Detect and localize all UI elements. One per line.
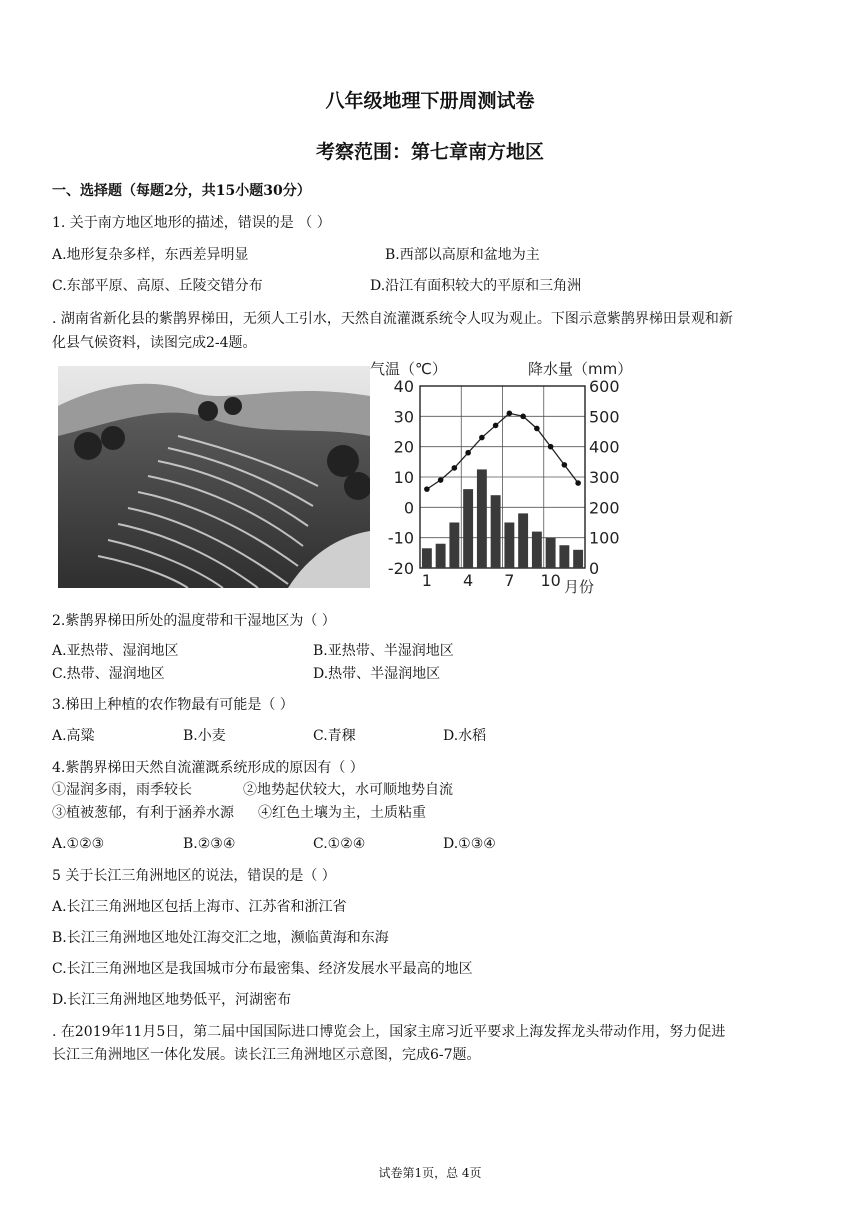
precipitation-bar — [436, 544, 446, 568]
terrace-photo — [58, 366, 370, 588]
x-axis-unit-label: 月份 — [564, 578, 595, 596]
temperature-point — [575, 480, 581, 486]
q3-option-c: C.青稞 — [313, 728, 356, 744]
precipitation-bar — [546, 538, 556, 568]
q1-option-c: C.东部平原、高原、丘陵交错分布 — [52, 278, 263, 294]
temperature-point — [465, 450, 471, 456]
q5-stem: 5 关于长江三角洲地区的说法，错误的是（ ） — [52, 868, 336, 884]
q3-stem: 3.梯田上种植的农作物最有可能是（ ） — [52, 697, 294, 713]
q3-option-b: B.小麦 — [183, 728, 226, 744]
temperature-point — [548, 444, 554, 450]
q4-statement-4: ④红色土壤为主，土质粘重 — [258, 805, 426, 821]
precipitation-bar — [559, 545, 569, 568]
month-tick-label: 4 — [463, 571, 474, 590]
q2-stem: 2.紫鹊界梯田所处的温度带和干湿地区为（ ） — [52, 613, 336, 629]
climate-chart — [360, 356, 670, 596]
month-tick-label: 1 — [421, 571, 432, 590]
temperature-tick-label: 20 — [393, 437, 414, 457]
q1-option-a: A.地形复杂多样，东西差异明显 — [52, 247, 249, 263]
temperature-tick-label: 30 — [393, 407, 414, 427]
temperature-tick-label: -20 — [387, 559, 414, 578]
q2-option-b: B.亚热带、半湿润地区 — [313, 643, 454, 659]
q4-option-c: C.①②④ — [313, 836, 366, 852]
precipitation-tick-label: 500 — [589, 407, 620, 427]
temperature-point — [493, 423, 499, 429]
page-subtitle: 考察范围：第七章南方地区 — [315, 141, 544, 163]
q4-statement-2: ②地势起伏较大，水可顺地势自流 — [243, 782, 453, 798]
intro2-text-line2: 长江三角洲地区一体化发展。读长江三角洲地区示意图，完成6-7题。 — [52, 1047, 481, 1063]
temperature-point — [562, 462, 568, 468]
precipitation-bar — [491, 495, 501, 568]
q1-stem: 1. 关于南方地区地形的描述，错误的是 （ ） — [52, 215, 331, 231]
precipitation-bar — [463, 489, 473, 568]
q4-option-b: B.②③④ — [183, 836, 236, 852]
page-title: 八年级地理下册周测试卷 — [325, 90, 535, 112]
q2-option-c: C.热带、湿润地区 — [52, 666, 165, 682]
q5-option-d: D.长江三角洲地区地势低平，河湖密布 — [52, 992, 292, 1008]
precipitation-tick-label: 300 — [589, 468, 620, 487]
precipitation-tick-label: 200 — [589, 498, 620, 518]
temperature-point — [479, 435, 485, 441]
month-tick-label: 7 — [504, 571, 515, 590]
temperature-point — [520, 414, 526, 420]
q5-option-c: C.长江三角洲地区是我国城市分布最密集、经济发展水平最高的地区 — [52, 961, 473, 977]
precipitation-tick-label: 0 — [589, 559, 600, 578]
q5-option-b: B.长江三角洲地区地处江海交汇之地，濒临黄海和东海 — [52, 930, 389, 946]
month-tick-label: 10 — [540, 571, 561, 590]
precipitation-bar — [518, 513, 528, 568]
temperature-point — [452, 465, 458, 471]
intro2-text-line1: . 在2019年11月5日，第二届中国国际进口博览会上，国家主席习近平要求上海发挥龙头带动作用，努力促进 — [52, 1024, 726, 1040]
q1-option-b: B.西部以高原和盆地为主 — [385, 247, 540, 263]
q4-option-a: A.①②③ — [52, 836, 105, 852]
temperature-tick-label: 40 — [393, 377, 414, 396]
precipitation-tick-label: 400 — [589, 437, 620, 457]
precipitation-bar — [573, 550, 583, 568]
precipitation-axis-label: 降水量（mm） — [528, 360, 633, 378]
precipitation-tick-label: 100 — [589, 528, 620, 548]
temperature-point — [507, 411, 513, 417]
precipitation-bar — [422, 548, 432, 568]
intro-text-line2: 化县气候资料，读图完成2-4题。 — [52, 335, 257, 351]
q2-option-a: A.亚热带、湿润地区 — [52, 643, 179, 659]
q5-option-a: A.长江三角洲地区包括上海市、江苏省和浙江省 — [52, 899, 347, 915]
q4-statement-3: ③植被葱郁，有利于涵养水源 — [52, 805, 234, 821]
q3-option-a: A.高粱 — [52, 728, 95, 744]
q4-stem: 4.紫鹊界梯田天然自流灌溉系统形成的原因有（ ） — [52, 760, 364, 776]
temperature-point — [438, 477, 444, 483]
page-footer: 试卷第1页，总 4页 — [378, 1166, 482, 1180]
temperature-axis-label: 气温（℃） — [370, 360, 447, 378]
q4-statement-1: ①湿润多雨，雨季较长 — [52, 782, 192, 798]
q3-option-d: D.水稻 — [443, 728, 487, 744]
precipitation-bar — [449, 523, 459, 569]
temperature-tick-label: -10 — [387, 528, 414, 548]
precipitation-bar — [532, 532, 542, 568]
q2-option-d: D.热带、半湿润地区 — [313, 666, 441, 682]
q4-option-d: D.①③④ — [443, 836, 496, 852]
section-heading: 一、选择题（每题2分，共15小题30分） — [52, 183, 311, 199]
temperature-point — [424, 486, 430, 492]
precipitation-tick-label: 600 — [589, 377, 620, 396]
temperature-tick-label: 0 — [403, 498, 414, 518]
temperature-point — [534, 426, 540, 432]
temperature-tick-label: 10 — [393, 468, 414, 487]
precipitation-bar — [504, 523, 514, 569]
q1-option-d: D.沿江有面积较大的平原和三角洲 — [370, 278, 582, 294]
intro-text-line1: . 湖南省新化县的紫鹊界梯田，无须人工引水，天然自流灌溉系统令人叹为观止。下图示意紫鹊界梯田景观和新 — [52, 311, 733, 327]
precipitation-bar — [477, 469, 487, 568]
